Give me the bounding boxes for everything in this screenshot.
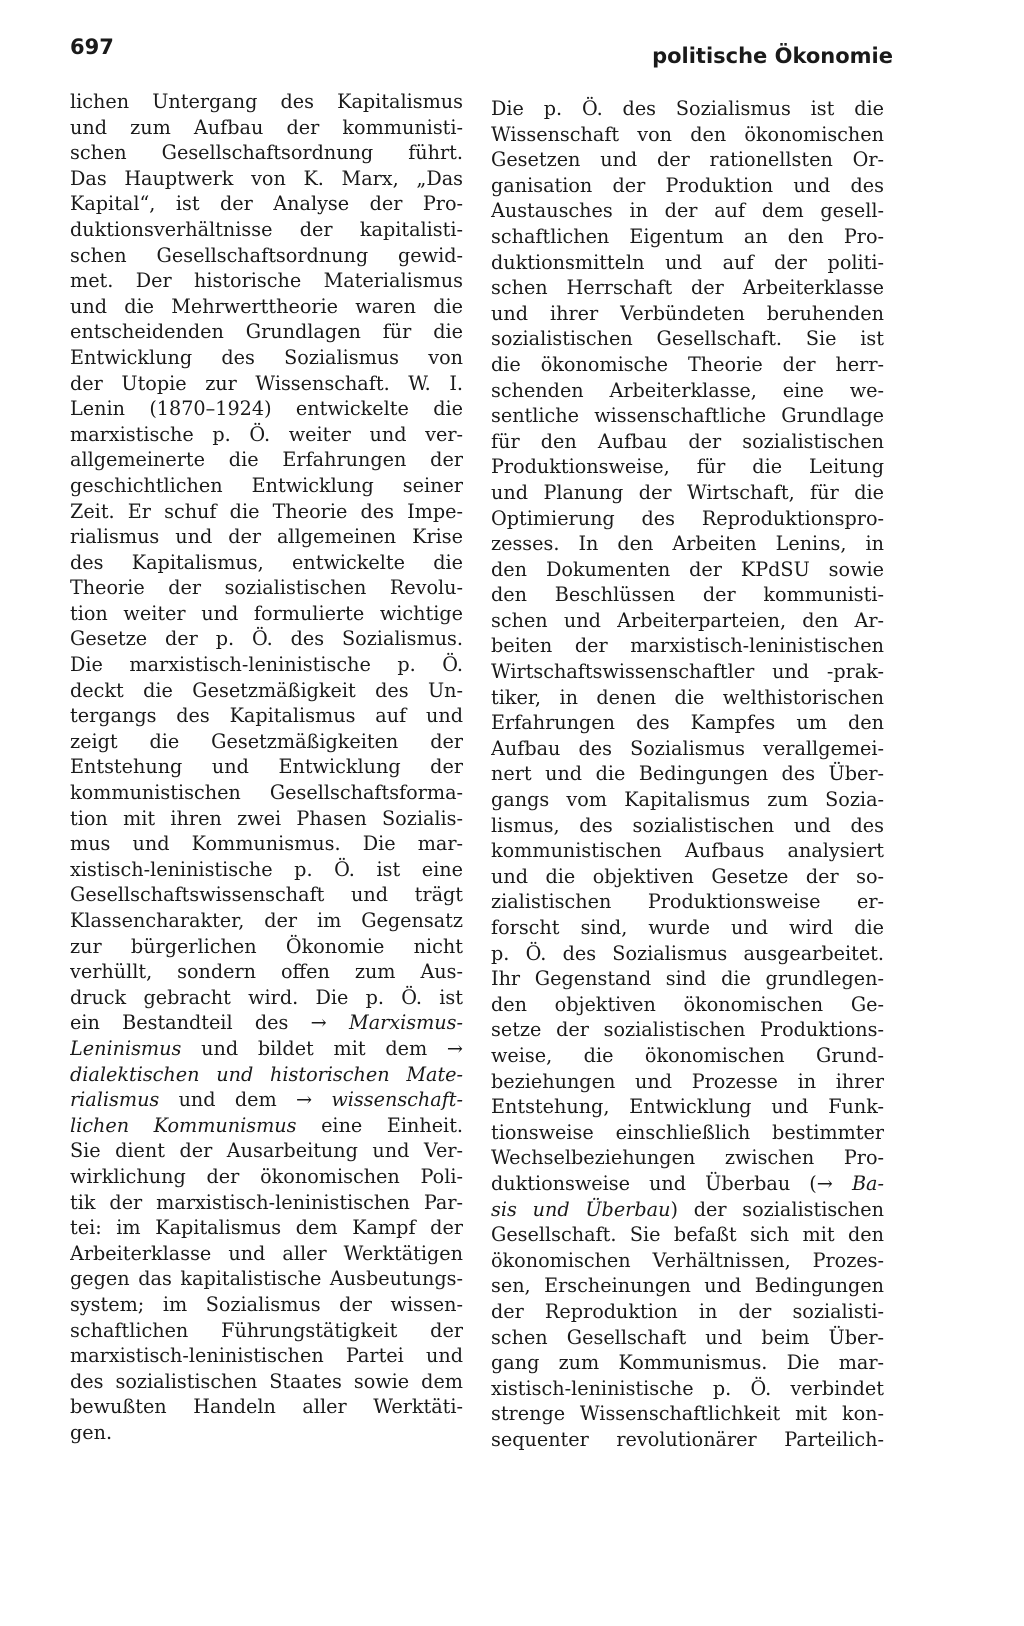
text-line <box>70 294 463 320</box>
text-segment: Gesetze der p. Ö. des Sozialismus. <box>70 627 463 651</box>
text-segment: den Beschlüssen der kommunisti- <box>491 583 884 607</box>
text-segment: sentliche wissenschaftliche Grundlage <box>491 404 884 428</box>
text-segment: kommunistischen Gesellschaftsforma- <box>70 781 463 805</box>
text-line <box>70 1292 463 1318</box>
text-line <box>491 1043 884 1069</box>
text-line <box>491 1350 884 1376</box>
text-segment: nert und die Bedingungen des Über- <box>491 762 884 786</box>
text-segment: tei: im Kapitalismus dem Kampf der <box>70 1216 463 1240</box>
text-segment: verhüllt, sondern offen zum Aus- <box>70 960 463 984</box>
text-segment: bewußten Handeln aller Werktäti- <box>70 1395 463 1419</box>
text-segment: für den Aufbau der sozialistischen <box>491 429 884 453</box>
text-line <box>491 1299 884 1325</box>
text-line <box>70 550 463 576</box>
text-segment: tion mit ihren zwei Phasen Sozialis- <box>70 806 463 830</box>
text-segment: beziehungen und Prozesse in ihrer <box>491 1069 884 1093</box>
text-line <box>70 601 463 627</box>
italic-reference: lichen Kommunismus <box>70 1113 297 1137</box>
text-segment: Sie dient der Ausarbeitung und Ver- <box>70 1139 463 1163</box>
text-line <box>491 659 884 685</box>
italic-reference: → Marxismus- <box>310 1011 463 1035</box>
text-line <box>70 959 463 985</box>
text-segment: Zeit. Er schuf die Theorie des Impe- <box>70 499 463 523</box>
text-segment: lismus, des sozialistischen und des <box>491 813 884 837</box>
text-segment: Das Hauptwerk von K. Marx, „Das <box>70 166 463 190</box>
text-segment: tik der marxistisch-leninistischen Par- <box>70 1190 463 1214</box>
text-line <box>70 345 463 371</box>
text-segment: die ökonomische Theorie der herr- <box>491 352 884 376</box>
text-line <box>70 89 463 115</box>
text-segment: des sozialistischen Staates sowie dem <box>70 1369 463 1393</box>
text-line <box>491 992 884 1018</box>
text-segment: duktionsmitteln und auf der politi- <box>491 250 884 274</box>
text-segment: Entstehung und Entwicklung der <box>70 755 463 779</box>
text-line <box>491 608 884 634</box>
text-line <box>491 147 884 173</box>
text-line <box>491 1120 884 1146</box>
text-line <box>70 678 463 704</box>
text-segment: deckt die Gesetzmäßigkeit des Un- <box>70 678 463 702</box>
text-segment: duktionsweise und Überbau ( <box>491 1171 817 1195</box>
text-line <box>70 626 463 652</box>
text-line <box>491 1401 884 1427</box>
italic-reference: → Ba- <box>816 1171 884 1195</box>
text-line <box>70 575 463 601</box>
text-line <box>70 1138 463 1164</box>
text-segment: Arbeiterklasse und aller Werktätigen <box>70 1241 463 1265</box>
text-line <box>70 1369 463 1395</box>
text-line <box>491 96 884 122</box>
text-segment: schenden Arbeiterklasse, eine we- <box>491 378 884 402</box>
text-segment: ökonomischen Verhältnissen, Prozes- <box>491 1248 884 1272</box>
text-segment: duktionsverhältnisse der kapitalisti- <box>70 217 463 241</box>
text-line <box>70 1420 463 1446</box>
text-segment: wirklichung der ökonomischen Poli- <box>70 1164 463 1188</box>
text-line <box>70 780 463 806</box>
text-line <box>491 1094 884 1120</box>
text-segment: und die objektiven Gesetze der so- <box>491 864 884 888</box>
text-line <box>491 224 884 250</box>
italic-reference: rialismus <box>70 1088 160 1112</box>
text-line <box>491 1248 884 1274</box>
text-line <box>491 941 884 967</box>
text-line <box>491 633 884 659</box>
text-line <box>70 1164 463 1190</box>
text-line <box>70 1394 463 1420</box>
text-line <box>70 473 463 499</box>
text-line <box>491 761 884 787</box>
text-line <box>70 857 463 883</box>
text-line <box>491 352 884 378</box>
text-segment: Wirtschaftswissenschaftler und -prak- <box>491 660 884 684</box>
text-segment: gegen das kapitalistische Ausbeutungs- <box>70 1267 463 1291</box>
text-segment: schen Gesellschaftsordnung gewid- <box>70 243 463 267</box>
text-line <box>70 729 463 755</box>
text-line <box>70 243 463 269</box>
text-segment: Theorie der sozialistischen Revolu- <box>70 576 463 600</box>
text-segment: Gesellschaftswissenschaft und trägt <box>70 883 463 907</box>
text-line <box>491 915 884 941</box>
text-line <box>491 838 884 864</box>
page-number: 697 <box>70 35 114 59</box>
text-line <box>70 1087 463 1113</box>
text-line <box>70 524 463 550</box>
text-segment: schaftlichen Eigentum an den Pro- <box>491 224 884 248</box>
text-segment: und bildet mit dem → <box>181 1036 463 1060</box>
text-segment: Lenin (1870–1924) entwickelte die <box>70 397 463 421</box>
text-segment: tionsweise einschließlich bestimmter <box>491 1120 884 1144</box>
text-line <box>491 429 884 455</box>
text-line <box>491 480 884 506</box>
text-segment: Kapital“, ist der Analyse der Pro- <box>70 192 463 216</box>
text-segment: sen, Erscheinungen und Bedingungen <box>491 1274 884 1298</box>
text-segment: und dem <box>159 1088 296 1112</box>
text-line <box>491 736 884 762</box>
text-line <box>70 985 463 1011</box>
text-line <box>70 1318 463 1344</box>
text-segment: tiker, in denen die welthistorischen <box>491 685 884 709</box>
text-segment: und ihrer Verbündeten beruhenden <box>491 301 884 325</box>
text-segment: entscheidenden Grundlagen für die <box>70 320 463 344</box>
text-segment: lichen Untergang des Kapitalismus <box>70 90 463 113</box>
text-segment: Die p. Ö. des Sozialismus ist die <box>491 97 884 120</box>
text-line <box>491 1197 884 1223</box>
text-line <box>70 806 463 832</box>
text-line <box>70 1215 463 1241</box>
text-segment: p. Ö. des Sozialismus ausgearbeitet. <box>491 941 884 965</box>
running-head: politische Ökonomie <box>652 44 893 68</box>
text-line <box>70 396 463 422</box>
text-line <box>70 1113 463 1139</box>
text-segment: geschichtlichen Entwicklung seiner <box>70 473 463 497</box>
text-segment: marxistisch-leninistischen Partei und <box>70 1344 463 1368</box>
text-segment: den objektiven ökonomischen Ge- <box>491 992 884 1016</box>
text-segment: des Kapitalismus, entwickelte die <box>70 550 463 574</box>
text-segment: gangs vom Kapitalismus zum Sozia- <box>491 788 884 812</box>
text-segment: schen Herrschaft der Arbeiterklasse <box>491 276 884 300</box>
text-line <box>70 1036 463 1062</box>
text-segment: Entstehung, Entwicklung und Funk- <box>491 1095 884 1119</box>
text-segment: tergangs des Kapitalismus auf und <box>70 704 463 728</box>
text-line <box>491 1171 884 1197</box>
text-line <box>70 191 463 217</box>
text-segment: druck gebracht wird. Die p. Ö. ist <box>70 985 463 1009</box>
text-segment: Entwicklung des Sozialismus von <box>70 345 463 369</box>
italic-reference: Leninismus <box>70 1036 182 1060</box>
text-segment: kommunistischen Aufbaus analysiert <box>491 839 884 863</box>
text-line <box>70 166 463 192</box>
text-line <box>491 864 884 890</box>
text-segment: Aufbau des Sozialismus verallgemei- <box>491 736 884 760</box>
text-line <box>491 173 884 199</box>
text-segment: gang zum Kommunismus. Die mar- <box>491 1351 884 1375</box>
text-segment: rialismus und der allgemeinen Krise <box>70 525 463 549</box>
text-line <box>491 1427 884 1453</box>
text-line <box>70 1266 463 1292</box>
text-line <box>491 506 884 532</box>
text-segment: sequenter revolutionärer Parteilich- <box>491 1427 884 1451</box>
text-segment: zialistischen Produktionsweise er- <box>491 890 884 914</box>
text-line <box>491 1222 884 1248</box>
text-segment: marxistische p. Ö. weiter und ver- <box>70 422 463 446</box>
text-line <box>491 454 884 480</box>
text-line <box>70 140 463 166</box>
text-segment: zur bürgerlichen Ökonomie nicht <box>70 934 463 958</box>
text-line <box>491 301 884 327</box>
text-segment: schaftlichen Führungstätigkeit der <box>70 1318 463 1342</box>
text-segment: zesses. In den Arbeiten Lenins, in <box>491 532 884 556</box>
text-segment: forscht sind, wurde und wird die <box>491 916 884 939</box>
text-line <box>491 198 884 224</box>
text-line <box>70 1190 463 1216</box>
text-segment: sozialistischen Gesellschaft. Sie ist <box>491 327 884 351</box>
text-segment: schen und Arbeiterparteien, den Ar- <box>491 608 884 632</box>
text-segment: Wissenschaft von den ökonomischen <box>491 122 884 146</box>
text-line <box>70 703 463 729</box>
text-line <box>70 499 463 525</box>
italic-reference: → wissenschaft- <box>295 1088 463 1112</box>
text-line <box>491 966 884 992</box>
text-line <box>491 813 884 839</box>
text-segment: Erfahrungen des Kampfes um den <box>491 711 884 735</box>
text-line <box>491 582 884 608</box>
text-segment: system; im Sozialismus der wissen- <box>70 1292 463 1316</box>
text-line <box>491 122 884 148</box>
text-line <box>70 371 463 397</box>
text-line <box>491 378 884 404</box>
text-segment: xistisch-leninistische p. Ö. ist eine <box>70 857 463 881</box>
text-line <box>491 685 884 711</box>
text-segment: Gesellschaft. Sie befaßt sich mit den <box>491 1223 884 1247</box>
text-segment: ein Bestandteil des <box>70 1011 311 1035</box>
text-segment: und zum Aufbau der kommunisti- <box>70 115 463 139</box>
text-segment: gen. <box>70 1420 113 1444</box>
text-line <box>491 1325 884 1351</box>
text-segment: ganisation der Produktion und des <box>491 173 884 197</box>
text-line <box>70 447 463 473</box>
text-segment: und die Mehrwerttheorie waren die <box>70 294 463 318</box>
text-line <box>491 1069 884 1095</box>
text-segment: der Utopie zur Wissenschaft. W. I. <box>70 371 463 395</box>
left-text-column <box>70 89 463 1445</box>
text-line <box>70 1010 463 1036</box>
text-segment: met. Der historische Materialismus <box>70 269 463 293</box>
text-segment: strenge Wissenschaftlichkeit mit kon- <box>491 1402 884 1426</box>
text-segment: Klassencharakter, der im Gegensatz <box>70 909 463 932</box>
text-line <box>491 531 884 557</box>
text-segment: xistisch-leninistische p. Ö. verbindet <box>491 1376 884 1400</box>
text-line <box>491 1017 884 1043</box>
text-segment: Die marxistisch-leninistische p. Ö. <box>70 653 463 677</box>
text-line <box>491 1145 884 1171</box>
text-line <box>70 908 463 934</box>
text-segment: Wechselbeziehungen zwischen Pro- <box>491 1146 884 1170</box>
text-line <box>491 275 884 301</box>
text-line <box>70 652 463 678</box>
text-line <box>491 889 884 915</box>
text-segment: eine Einheit. <box>296 1113 463 1137</box>
text-line <box>70 217 463 243</box>
text-segment: tion weiter und formulierte wichtige <box>70 601 463 625</box>
text-line <box>70 319 463 345</box>
text-segment: Optimierung des Reproduktionspro- <box>491 506 884 530</box>
text-segment: schen Gesellschaftsordnung führt. <box>70 141 463 165</box>
text-line <box>70 831 463 857</box>
text-line <box>70 882 463 908</box>
text-line <box>70 268 463 294</box>
text-line <box>491 403 884 429</box>
text-line <box>70 754 463 780</box>
text-segment: Austausches in der auf dem gesell- <box>491 199 884 223</box>
text-segment: ) der sozialistischen <box>670 1197 884 1221</box>
text-line <box>491 787 884 813</box>
text-segment: mus und Kommunismus. Die mar- <box>70 832 463 856</box>
text-line <box>491 1376 884 1402</box>
text-segment: weise, die ökonomischen Grund- <box>491 1043 884 1067</box>
italic-reference: sis und Überbau <box>491 1197 671 1221</box>
text-segment: setze der sozialistischen Produktions- <box>491 1018 884 1042</box>
italic-reference: dialektischen und historischen Mate- <box>70 1062 463 1086</box>
text-segment: allgemeinerte die Erfahrungen der <box>70 448 463 472</box>
text-line <box>70 934 463 960</box>
text-segment: Ihr Gegenstand sind die grundlegen- <box>491 967 884 991</box>
text-line <box>491 710 884 736</box>
text-segment: und Planung der Wirtschaft, für die <box>491 480 884 504</box>
text-segment: Produktionsweise, für die Leitung <box>491 455 884 479</box>
right-text-column <box>491 96 884 1452</box>
text-line <box>491 1273 884 1299</box>
text-segment: zeigt die Gesetzmäßigkeiten der <box>70 729 463 753</box>
text-segment: den Dokumenten der KPdSU sowie <box>491 557 884 581</box>
text-line <box>70 1343 463 1369</box>
text-line <box>491 326 884 352</box>
text-line <box>70 422 463 448</box>
text-line <box>70 1241 463 1267</box>
text-segment: schen Gesellschaft und beim Über- <box>491 1325 884 1349</box>
text-segment: Gesetzen und der rationellsten Or- <box>491 148 884 172</box>
text-segment: beiten der marxistisch-leninistischen <box>491 634 884 658</box>
text-line <box>70 1062 463 1088</box>
text-line <box>491 250 884 276</box>
text-line <box>70 115 463 141</box>
text-segment: der Reproduktion in der sozialisti- <box>491 1299 884 1323</box>
text-line <box>491 557 884 583</box>
